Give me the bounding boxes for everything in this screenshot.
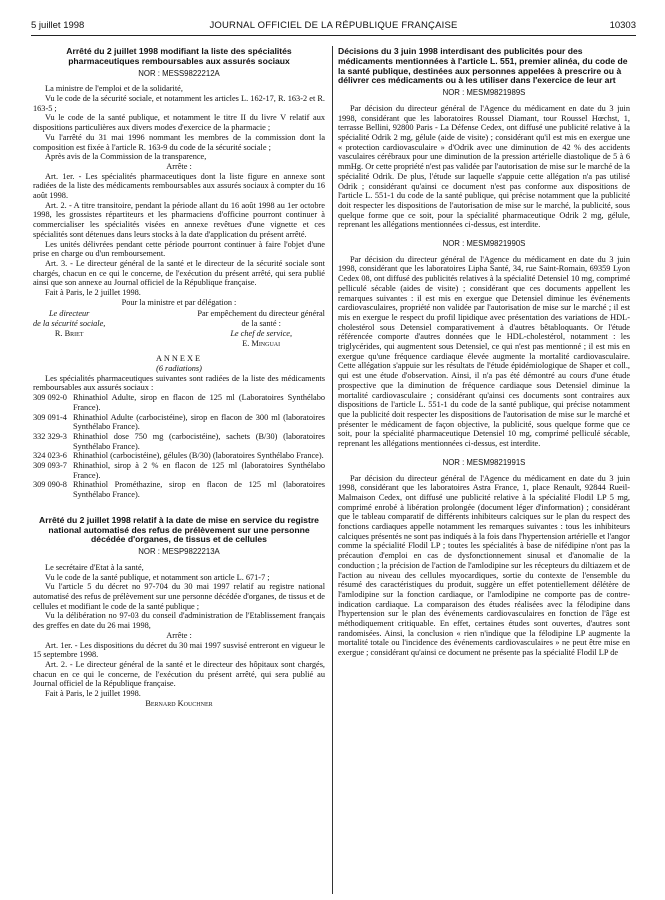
annexe-item — [33, 413, 325, 432]
signature-left — [33, 309, 105, 348]
arrete2-arrete: Arrête : — [166, 630, 192, 640]
decision3-nor: NOR : MESM9821991S — [442, 457, 526, 467]
arrete1-para: La ministre de l'emploi et de la solidarité, — [45, 84, 183, 94]
annexe-heading: ANNEXE — [155, 354, 203, 364]
item-text: Rhinathiol, sirop à 2 % en flacon de 125 ml (laboratoires Synthélabo France). — [73, 461, 325, 480]
annexe-item — [33, 480, 325, 499]
arrete2-signature: Bernard Kouchner — [145, 698, 213, 708]
arrete1-arrete: Arrête : — [166, 161, 192, 171]
decision2-nor: NOR : MESM9821990S — [442, 239, 526, 249]
decision1-text: Par décision du directeur général de l'Agence du médicament en date du 3 juin 1998, considérant que les laboratoires Roussel Diamant, tour Roussel Hœchst, 1, terrasse Bellini, 92800 Paris - La Défense Cedex, ont diffusé une publicité relative à la spécialité Odrik 2 mg, gélule (aide de visite) ; considérant qu'il est mis en exergue une « protection cardiovasculaire » d'Odrik avec une diminution de 42 % des accidents vasculaires cérébraux pour une diminution de la pression artérielle diastolique de 5 à 6 mmHg. Or cette propriété n'est pas validée par l'autorisation de mise sur le marché de la spécialité Odrik. De plus, l'étude sur laquelle s'appuie cette allégation n'a pas utilisé Odrik ; considérant qu'ainsi ce document n'est pas conforme aux dispositions de l'article L. 551-1 du code de la santé publique, qui précise notamment que la publicité doit respecter les dispositions de l'autorisation de mise sur le marché, la publicité, sous quelque forme que ce soit, pour la spécialité pharmaceutique Odrik 2 mg, gélule, reprenant les allégations mentionnées ci-dessus, est interdite. — [338, 103, 630, 230]
item-code: 332 329-3 — [33, 431, 67, 441]
annexe-item — [33, 461, 325, 480]
column-separator — [332, 46, 333, 894]
signature-right — [197, 309, 325, 348]
sig-right-line3: Le chef de service, — [230, 328, 293, 338]
decision3-text: Par décision du directeur général de l'Agence du médicament en date du 3 juin 1998, considérant que les laboratoires Astra France, 1, place Renault, 92844 Rueil-Malmaison Cedex, ont diffusé une publicité relative à la spécialité Flodil LP 5 mg, comprimé enrobé à libération prolongée (document léger d'information) ; considérant que le tableau comparatif de différents inhibiteurs calciques sur le plan du respect des fonctions cardiaques appelle notamment les remarques suivantes : tous les inhibiteurs calciques présentés ne sont pas indiqués à la fois dans l'hypertension artérielle et l'angor comme la spécialité Flodil LP ; toutes les spécialités à base de nifédipine n'ont pas la précaution d'emploi en cas de dysfonctionnement sinusal et d'anomalie de la conduction ; la précision de l'action de l'amlodipine sur les récepteurs du diltiazem et de l'action au niveau des cellules myocardiques, sortie du contexte de l'ensemble du résumé des caractéristiques du produit, suggère un effet potentiellement délétère de l'amlodipine sur la fonction cardiaque, or l'amlodipine ne comporte pas de contre-indication cardiaque. La comparaison des études réalisées avec la félodipine dans l'hypertension sur le plan des événements cardiovasculaires en fonction de l'âge est méthodiquement critiquable. En effet, certaines études sont ouvertes, d'autres sont randomisées. Ainsi, la conclusion « rien n'indique que la félodipine LP augmente la mortalité totale ou l'incidence des événements cardiovasculaires » ne peut être mise en exergue ; considérant qu'ainsi ce document ne présente pas la spécialité Flodil LP de — [338, 473, 630, 658]
annexe-intro: Les spécialités pharmaceutiques suivantes sont radiées de la liste des médicaments remboursables aux assurés sociaux : — [33, 373, 325, 393]
item-code: 324 023-6 — [33, 451, 67, 461]
decision1-nor: NOR : MESM9821989S — [442, 88, 526, 98]
arrete2-title: Arrêté du 2 juillet 1998 relatif à la date de mise en service du registre national automatisé des refus de prélèvement sur une personne décédée d'organes, de tissus et de cellules — [39, 514, 319, 545]
arrete1-para: Vu l'arrêté du 31 mai 1996 nommant les membres de la commission dont la composition est fixée à l'article R. 163-9 du code de la sécurité sociale ; — [33, 132, 325, 152]
arrete2-art2: Art. 2. - Le directeur général de la santé et le directeur des hôpitaux sont chargés, chacun en ce qui le concerne, de l'exécution du présent arrêté, qui sera publié au Journal officiel de la République française. — [33, 659, 325, 689]
annexe-item — [33, 451, 325, 461]
header-title: JOURNAL OFFICIEL DE LA RÉPUBLIQUE FRANÇAISE — [209, 20, 458, 31]
item-text: Rhinathiol (carbocistéine), gélules (B/30) (laboratoires Synthélabo France). — [73, 451, 324, 461]
item-code: 309 092-0 — [33, 393, 67, 403]
sig-left-line2: de la sécurité sociale, — [33, 319, 106, 329]
radiations-text: (6 radiations) — [156, 363, 202, 373]
item-text: Rhinathiol Adulte (carbocistéine), sirop en flacon de 300 ml (laboratoires Synthélabo France). — [73, 412, 325, 432]
item-text: Rhinathiol Prométhazine, sirop en flacon de 125 ml (laboratoires Synthélabo France). — [73, 480, 325, 500]
sig-left-name: R. Briet — [54, 328, 84, 338]
arrete2-para: Vu la délibération no 97-03 du conseil d'administration de l'Etablissement français des greffes en date du 26 mai 1998, — [33, 611, 325, 631]
decision2-text: Par décision du directeur général de l'Agence du médicament en date du 3 juin 1998, considérant que les laboratoires Lipha Santé, 34, rue Saint-Romain, 69359 Lyon Cedex 08, ont diffusé des publicités relatives à la spécialité Detensiel 10 mg, comprimé pelliculé sécable (aides de visite) ; considérant que ces documents appellent les remarques suivantes : il est mis en exergue que Detensiel diminue les événements cardiovasculaires, propriété non validée par l'autorisation de mise sur le marché ; il est mis en exergue le respect du profil lipidique avec présentation des variations de HDL-cholestérol sous Detensiel comparativement à d'autres bêtabloquants. Or l'étude référencée comporte d'autres données que le HDL-cholestérol, notamment : les triglycérides, qui augmentent sous Detensiel, ce qui n'est pas mentionné ; il est mis en exergue qu'une fréquence cardiaque élevée augmente la mortalité cardiovasculaire. Cette allégation s'appuie sur les résultats de l'étude épidémiologique de Shaper et coll., qui est une étude d'observation. Ainsi, il n'a pas été démontré au cours d'une étude prospective que la diminution de fréquence cardiaque sous Detensiel diminue la mortalité cardiovasculaire ; considérant qu'ainsi ces documents sont contraires aux dispositions de l'article L. 551-1 du code de la santé publique, qui précise notamment que la publicité doit respecter les dispositions de l'autorisation de mise sur le marché et présenter le médicament de façon objective, la publicité, sous quelque forme que ce soit, pour la spécialité pharmaceutique Detensiel 10 mg, comprimé pelliculé sécable, reprenant les allégations mentionnées ci-dessus, est interdite. — [338, 254, 630, 449]
arrete2-art1: Art. 1er. - Les dispositions du décret du 30 mai 1997 susvisé entreront en vigueur le 15 septembre 1998. — [33, 640, 325, 660]
arrete1-art3: Art. 3. - Le directeur général de la santé et le directeur de la sécurité sociale sont chargés, chacun en ce qui le concerne, de l'exécution du présent arrêté, qui sera publié ainsi que son annexe au Journal officiel de la République française. — [33, 258, 325, 288]
decisions-title: Décisions du 3 juin 1998 interdisant des publicités pour des médicaments mentionnées à l'article L. 551, premier alinéa, du code de la santé publique, destinées aux personnes appelées à prescrire ou à délivrer ces médicaments ou à les utiliser dans l'exercice de leur art — [338, 46, 628, 86]
arrete1-art2: Art. 2. - A titre transitoire, pendant la période allant du 16 août 1998 au 1er octobre 1998, les grossistes répartiteurs et les pharmaciens d'officine pourront continuer à commercialiser les spécialités visées en annexe revêtues d'une vignette et ces spécialités sont détenues dans leurs stocks à la date d'application du présent arrêté. — [33, 200, 325, 239]
right-column — [338, 47, 630, 658]
annexe-radiations — [33, 364, 325, 374]
arrete1-para: Vu le code de la santé publique, et notamment le titre II du livre V relatif aux dispositions particulières aux divers modes d'exercice de la pharmacie ; — [33, 113, 325, 133]
arrete2-para: Le secrétaire d'Etat à la santé, — [45, 562, 144, 572]
annexe-item — [33, 393, 325, 412]
annexe-item — [33, 432, 325, 451]
sig-left-line1: Le directeur — [48, 309, 90, 319]
item-text: Rhinathiol dose 750 mg (carbocistéine), sachets (B/30) (laboratoires Synthélabo France). — [73, 431, 325, 451]
arrete1-nor: NOR : MESS9822212A — [138, 68, 220, 78]
arrete2-fait: Fait à Paris, le 2 juillet 1998. — [45, 689, 141, 699]
arrete1-para: Après avis de la Commission de la transparence, — [45, 152, 207, 162]
header-page-number: 10303 — [609, 20, 636, 31]
arrete1-art1: Art. 1er. - Les spécialités pharmaceutiques dont la liste figure en annexe sont radiées de la liste des médicaments remboursables aux assurés sociaux à compter du 16 août 1998. — [33, 171, 325, 201]
arrete1-fait: Fait à Paris, le 2 juillet 1998. — [45, 288, 141, 298]
arrete1-para: Vu le code de la sécurité sociale, et notamment les articles L. 162-17, R. 163-2 et R. 163-5 ; — [33, 94, 325, 113]
item-code: 309 093-7 — [33, 461, 67, 471]
arrete1-art2b: Les unités délivrées pendant cette période pourront continuer à faire l'objet d'une prise en charge ou d'un remboursement. — [33, 239, 325, 259]
header-rule — [31, 35, 636, 36]
item-code: 309 091-4 — [33, 412, 67, 422]
arrete2-para: Vu l'article 5 du décret no 97-704 du 30 mai 1997 relatif au registre national automatisé des refus de prélèvement sur une personne décédée d'organes, de tissus et de cellules et modifiant le code de la santé publique ; — [33, 582, 325, 611]
item-text: Rhinathiol Adulte, sirop en flacon de 125 ml (Laboratoires Synthélabo France). — [73, 393, 325, 412]
sig-right-name: E. Minguai — [242, 338, 281, 348]
arrete2-nor: NOR : MESP9822213A — [138, 547, 220, 557]
sig-right-line2: de la santé : — [241, 319, 281, 329]
arrete1-title: Arrêté du 2 juillet 1998 modifiant la liste des spécialités pharmaceutiques remboursables aux assurés sociaux — [66, 46, 292, 66]
header-date: 5 juillet 1998 — [31, 20, 85, 31]
left-column — [33, 47, 325, 708]
sig-right-line1: Par empêchement du directeur général — [197, 309, 325, 319]
arrete2-para: Vu le code de la santé publique, et notamment son article L. 671-7 ; — [45, 572, 270, 582]
item-code: 309 090-8 — [33, 480, 67, 490]
arrete1-signatures — [33, 309, 325, 348]
page-header — [31, 20, 636, 34]
arrete1-pour: Pour la ministre et par délégation : — [121, 297, 237, 307]
